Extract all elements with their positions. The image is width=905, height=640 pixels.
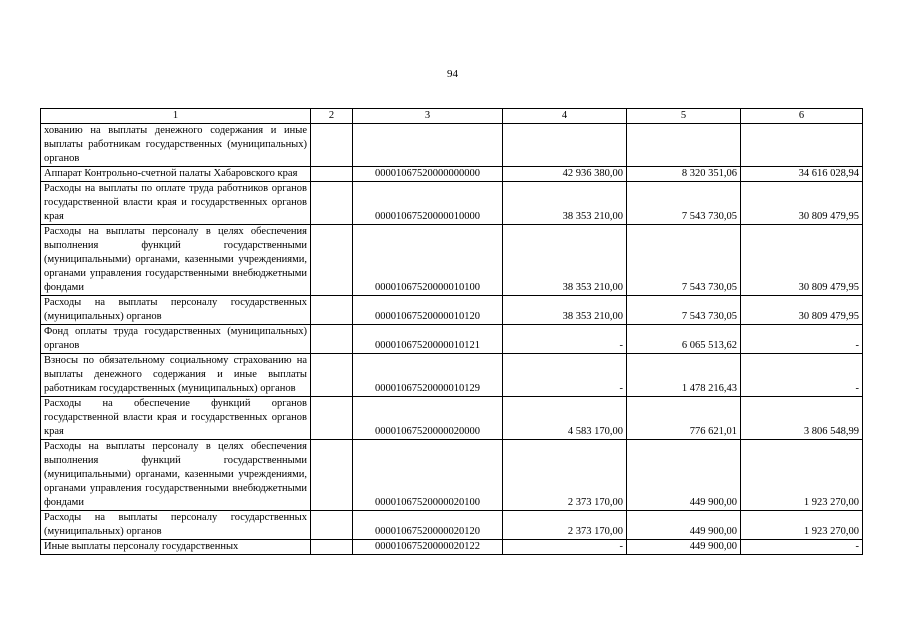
table-row	[41, 397, 863, 440]
row-col2	[311, 225, 353, 296]
row-amount-col5	[627, 124, 741, 167]
row-col2	[311, 325, 353, 354]
row-amount-col6: -	[741, 325, 863, 354]
row-col2	[311, 124, 353, 167]
page-number: 94	[447, 68, 458, 80]
row-amount-col4: 4 583 170,00	[503, 397, 627, 440]
row-description: Расходы на обеспечение функций органов государственной власти края и государственных органов края	[41, 397, 311, 440]
row-code	[353, 124, 503, 167]
row-description: Расходы на выплаты персоналу государственных (муниципальных) органов	[41, 296, 311, 325]
row-amount-col5: 449 900,00	[627, 511, 741, 540]
table-row	[41, 325, 863, 354]
row-description: Расходы на выплаты персоналу государственных (муниципальных) органов	[41, 511, 311, 540]
row-amount-col4: 38 353 210,00	[503, 225, 627, 296]
row-amount-col5: 7 543 730,05	[627, 182, 741, 225]
row-amount-col5: 7 543 730,05	[627, 296, 741, 325]
budget-table	[40, 108, 863, 555]
row-amount-col4: 2 373 170,00	[503, 511, 627, 540]
row-code: 00001067520000010000	[353, 182, 503, 225]
row-col2	[311, 440, 353, 511]
row-amount-col5: 449 900,00	[627, 540, 741, 555]
row-code: 00001067520000020000	[353, 397, 503, 440]
row-amount-col6: 30 809 479,95	[741, 296, 863, 325]
row-amount-col5: 8 320 351,06	[627, 167, 741, 182]
table-row	[41, 511, 863, 540]
row-code: 00001067520000010129	[353, 354, 503, 397]
row-amount-col4: 38 353 210,00	[503, 296, 627, 325]
table-row	[41, 296, 863, 325]
column-header: 2	[311, 109, 353, 124]
row-amount-col4: 38 353 210,00	[503, 182, 627, 225]
row-code: 00001067520000000000	[353, 167, 503, 182]
row-amount-col5: 6 065 513,62	[627, 325, 741, 354]
table-row	[41, 182, 863, 225]
row-amount-col6: 34 616 028,94	[741, 167, 863, 182]
row-col2	[311, 296, 353, 325]
column-header: 1	[41, 109, 311, 124]
column-header: 6	[741, 109, 863, 124]
row-description: Взносы по обязательному социальному страхованию на выплаты денежного содержания и иные выплаты работникам государственных (муниципальных) органов	[41, 354, 311, 397]
row-amount-col6: 1 923 270,00	[741, 440, 863, 511]
row-code: 00001067520000020122	[353, 540, 503, 555]
table-header-row	[41, 109, 863, 124]
row-col2	[311, 167, 353, 182]
row-description: Аппарат Контрольно-счетной палаты Хабаровского края	[41, 167, 311, 182]
column-header: 4	[503, 109, 627, 124]
row-code: 00001067520000010100	[353, 225, 503, 296]
row-code: 00001067520000020120	[353, 511, 503, 540]
row-amount-col5: 7 543 730,05	[627, 225, 741, 296]
row-col2	[311, 354, 353, 397]
table-row	[41, 540, 863, 555]
row-amount-col4: 42 936 380,00	[503, 167, 627, 182]
row-description: хованию на выплаты денежного содержания и иные выплаты работникам государственных (муниципальных) органов	[41, 124, 311, 167]
row-col2	[311, 540, 353, 555]
row-description: Расходы на выплаты персоналу в целях обеспечения выполнения функций государственными (муниципальными) органами, казенными учреждениями, органами управления государственными внебюджетными фондами	[41, 440, 311, 511]
row-amount-col6: -	[741, 540, 863, 555]
row-code: 00001067520000010120	[353, 296, 503, 325]
row-description: Фонд оплаты труда государственных (муниципальных) органов	[41, 325, 311, 354]
row-code: 00001067520000020100	[353, 440, 503, 511]
table-row	[41, 225, 863, 296]
row-amount-col4: -	[503, 540, 627, 555]
table-row	[41, 440, 863, 511]
table-row	[41, 124, 863, 167]
row-amount-col4: 2 373 170,00	[503, 440, 627, 511]
row-amount-col6: 1 923 270,00	[741, 511, 863, 540]
row-amount-col6: 30 809 479,95	[741, 225, 863, 296]
row-amount-col6: -	[741, 354, 863, 397]
row-description: Иные выплаты персоналу государственных	[41, 540, 311, 555]
column-header: 3	[353, 109, 503, 124]
row-col2	[311, 511, 353, 540]
row-code: 00001067520000010121	[353, 325, 503, 354]
row-col2	[311, 182, 353, 225]
row-amount-col4: -	[503, 325, 627, 354]
row-description: Расходы на выплаты персоналу в целях обеспечения выполнения функций государственными (муниципальными) органами, казенными учреждениями, органами управления государственными внебюджетными фондами	[41, 225, 311, 296]
row-amount-col6	[741, 124, 863, 167]
row-amount-col4: -	[503, 354, 627, 397]
row-amount-col4	[503, 124, 627, 167]
row-col2	[311, 397, 353, 440]
row-amount-col5: 776 621,01	[627, 397, 741, 440]
column-header: 5	[627, 109, 741, 124]
row-amount-col6: 30 809 479,95	[741, 182, 863, 225]
table-row	[41, 167, 863, 182]
row-amount-col5: 449 900,00	[627, 440, 741, 511]
row-amount-col5: 1 478 216,43	[627, 354, 741, 397]
row-amount-col6: 3 806 548,99	[741, 397, 863, 440]
table-row	[41, 354, 863, 397]
table-body	[41, 124, 863, 555]
row-description: Расходы на выплаты по оплате труда работников органов государственной власти края и государственных органов края	[41, 182, 311, 225]
